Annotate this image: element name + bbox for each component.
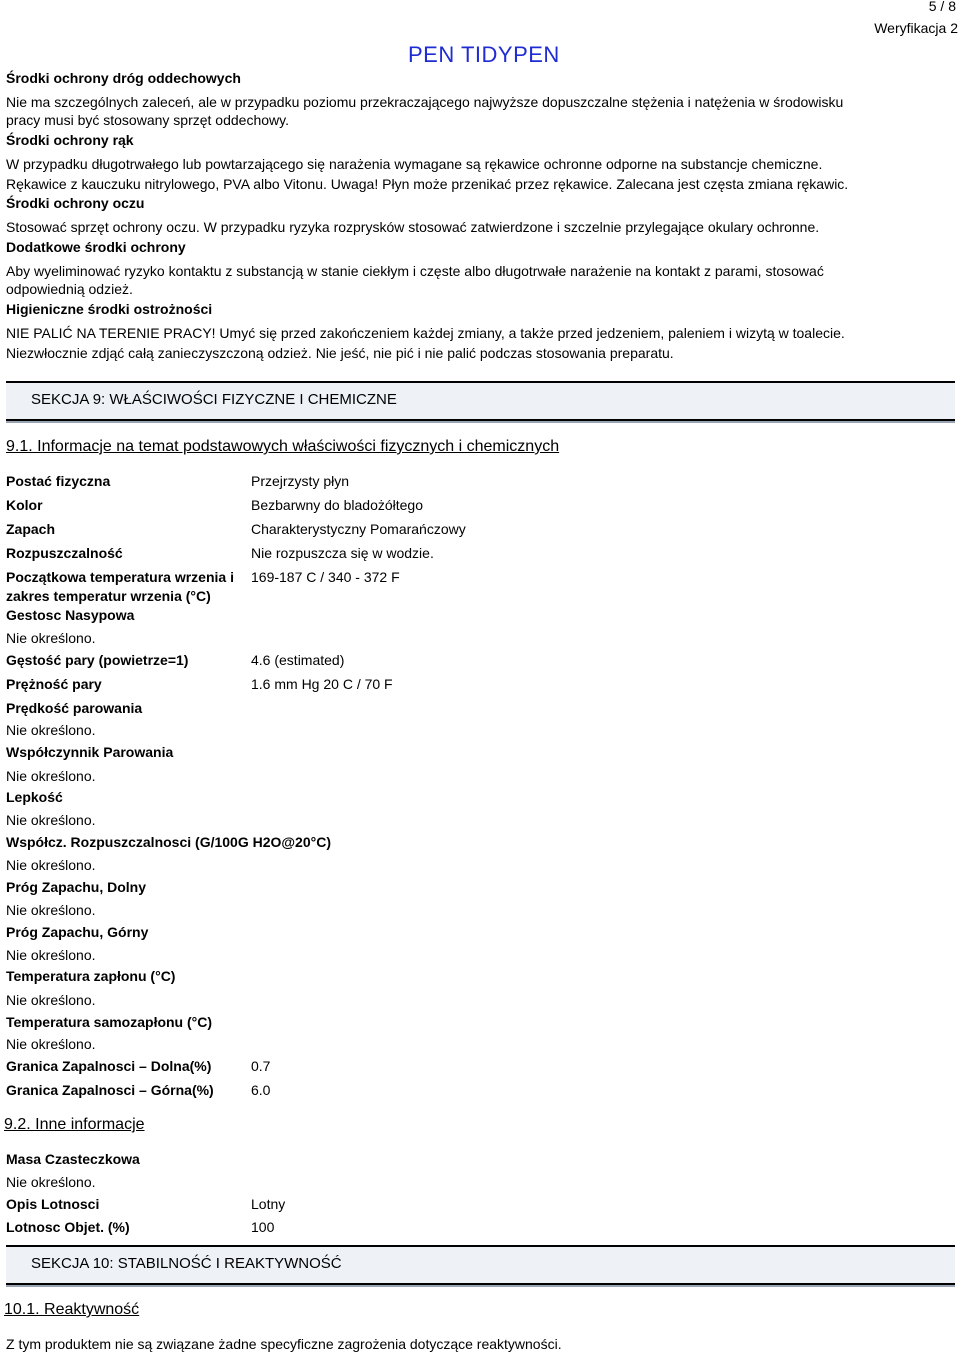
prop-value: Nie określono. (6, 857, 96, 873)
prop-label: zakres temperatur wrzenia (°C) (6, 588, 211, 604)
prop-label: Próg Zapachu, Górny (6, 924, 149, 940)
subsection-10-1-title: 10.1. Reaktywność (4, 1301, 140, 1318)
other-value: Nie określono. (6, 1174, 96, 1190)
subsection-9-2-title: 9.2. Inne informacje (4, 1116, 145, 1133)
prop-value: Nie określono. (6, 992, 96, 1008)
prop-label: Początkowa temperatura wrzenia i (6, 569, 234, 585)
additional-text-2: odpowiednią odzież. (6, 281, 133, 297)
reactivity-text: Z tym produktem nie są związane żadne specyficzne zagrożenia dotyczące reaktywności. (6, 1336, 562, 1352)
other-label: Opis Lotnosci (6, 1196, 100, 1212)
prop-label: Temperatura samozapłonu (°C) (6, 1014, 213, 1030)
prop-label: Granica Zapalnosci – Górna(%) (6, 1082, 214, 1098)
prop-value: 4.6 (estimated) (251, 652, 345, 668)
prop-label: Prężność pary (6, 676, 102, 692)
prop-value: Nie określono. (6, 1036, 96, 1052)
prop-label: Rozpuszczalność (6, 545, 123, 561)
prop-value: 169-187 C / 340 - 372 F (251, 569, 400, 585)
prop-value: Nie rozpuszcza się w wodzie. (251, 545, 434, 561)
other-value: Lotny (251, 1196, 286, 1212)
prop-value: Nie określono. (6, 768, 96, 784)
respiratory-text-1: Nie ma szczególnych zaleceń, ale w przypadku poziomu przekraczającego najwyższe dopuszczalne stężenia i natężenia w środowisku (6, 94, 844, 110)
hand-heading: Środki ochrony rąk (6, 132, 134, 148)
prop-label: Próg Zapachu, Dolny (6, 879, 147, 895)
document-title: PEN TIDYPEN (408, 42, 560, 67)
prop-label: Temperatura zapłonu (°C) (6, 968, 176, 984)
prop-value: Nie określono. (6, 722, 96, 738)
prop-value: 1.6 mm Hg 20 C / 70 F (251, 676, 393, 692)
prop-value: Nie określono. (6, 902, 96, 918)
prop-value: Bezbarwny do bladożółtego (251, 497, 424, 513)
respiratory-text-2: pracy musi być stosowany sprzęt oddechowy. (6, 112, 289, 128)
other-value: 100 (251, 1219, 275, 1235)
section-9-title: SEKCJA 9: WŁAŚCIWOŚCI FIZYCZNE I CHEMICZNE (31, 391, 397, 408)
prop-label: Kolor (6, 497, 43, 513)
eye-heading: Środki ochrony oczu (6, 195, 145, 211)
prop-label: Gestosc Nasypowa (6, 607, 135, 623)
additional-heading: Dodatkowe środki ochrony (6, 239, 186, 255)
prop-value: 0.7 (251, 1058, 271, 1074)
hand-text-2: Rękawice z kauczuku nitrylowego, PVA albo Vitonu. Uwaga! Płyn może przenikać przez rękawice. Zalecana jest częsta zmiana rękawic. (6, 176, 849, 192)
prop-value: 6.0 (251, 1082, 271, 1098)
prop-label: Współczynnik Parowania (6, 744, 174, 760)
other-label: Masa Czasteczkowa (6, 1151, 140, 1167)
prop-value: Nie określono. (6, 947, 96, 963)
page-number: 5 / 8 (928, 0, 956, 14)
prop-value: Nie określono. (6, 812, 96, 828)
prop-label: Współcz. Rozpuszczalnosci (G/100G H2O@20°C) (6, 834, 331, 850)
hygiene-text-1: NIE PALIĆ NA TERENIE PRACY! Umyć się przed zakończeniem każdej zmiany, a także przed jedzeniem, paleniem i wizytą w toalecie. (6, 325, 845, 341)
prop-label: Postać fizyczna (6, 473, 111, 489)
hygiene-heading: Higieniczne środki ostrożności (6, 301, 213, 317)
subsection-9-1-title: 9.1. Informacje na temat podstawowych właściwości fizycznych i chemicznych (6, 438, 560, 455)
prop-value: Przejrzysty płyn (251, 473, 350, 489)
additional-text-1: Aby wyeliminować ryzyko kontaktu z substancją w stanie ciekłym i częste albo długotrwałe narażenie na kontakt z parami, stosować (6, 263, 824, 279)
prop-label: Granica Zapalnosci – Dolna(%) (6, 1058, 212, 1074)
prop-label: Lepkość (6, 789, 63, 805)
prop-label: Prędkość parowania (6, 700, 143, 716)
prop-value: Charakterystyczny Pomarańczowy (251, 521, 466, 537)
other-label: Lotnosc Objet. (%) (6, 1219, 130, 1235)
hand-text-1: W przypadku długotrwałego lub powtarzającego się narażenia wymagane są rękawice ochronne odporne na substancje chemiczne. (6, 156, 823, 172)
eye-text: Stosować sprzęt ochrony oczu. W przypadku ryzyka rozprysków stosować zatwierdzone i szczelnie przylegające okulary ochronne. (6, 219, 820, 235)
revision-label: Weryfikacja 2 (874, 20, 958, 36)
prop-value: Nie określono. (6, 630, 96, 646)
section-10-title: SEKCJA 10: STABILNOŚĆ I REAKTYWNOŚĆ (31, 1255, 342, 1272)
prop-label: Zapach (6, 521, 56, 537)
hygiene-text-2: Niezwłocznie zdjąć całą zanieczyszczoną odzież. Nie jeść, nie pić i nie palić podczas stosowania preparatu. (6, 345, 674, 361)
respiratory-heading: Środki ochrony dróg oddechowych (6, 70, 241, 86)
prop-label: Gęstość pary (powietrze=1) (6, 652, 189, 668)
section-10-header (6, 1245, 955, 1285)
section-9-header (6, 381, 955, 421)
